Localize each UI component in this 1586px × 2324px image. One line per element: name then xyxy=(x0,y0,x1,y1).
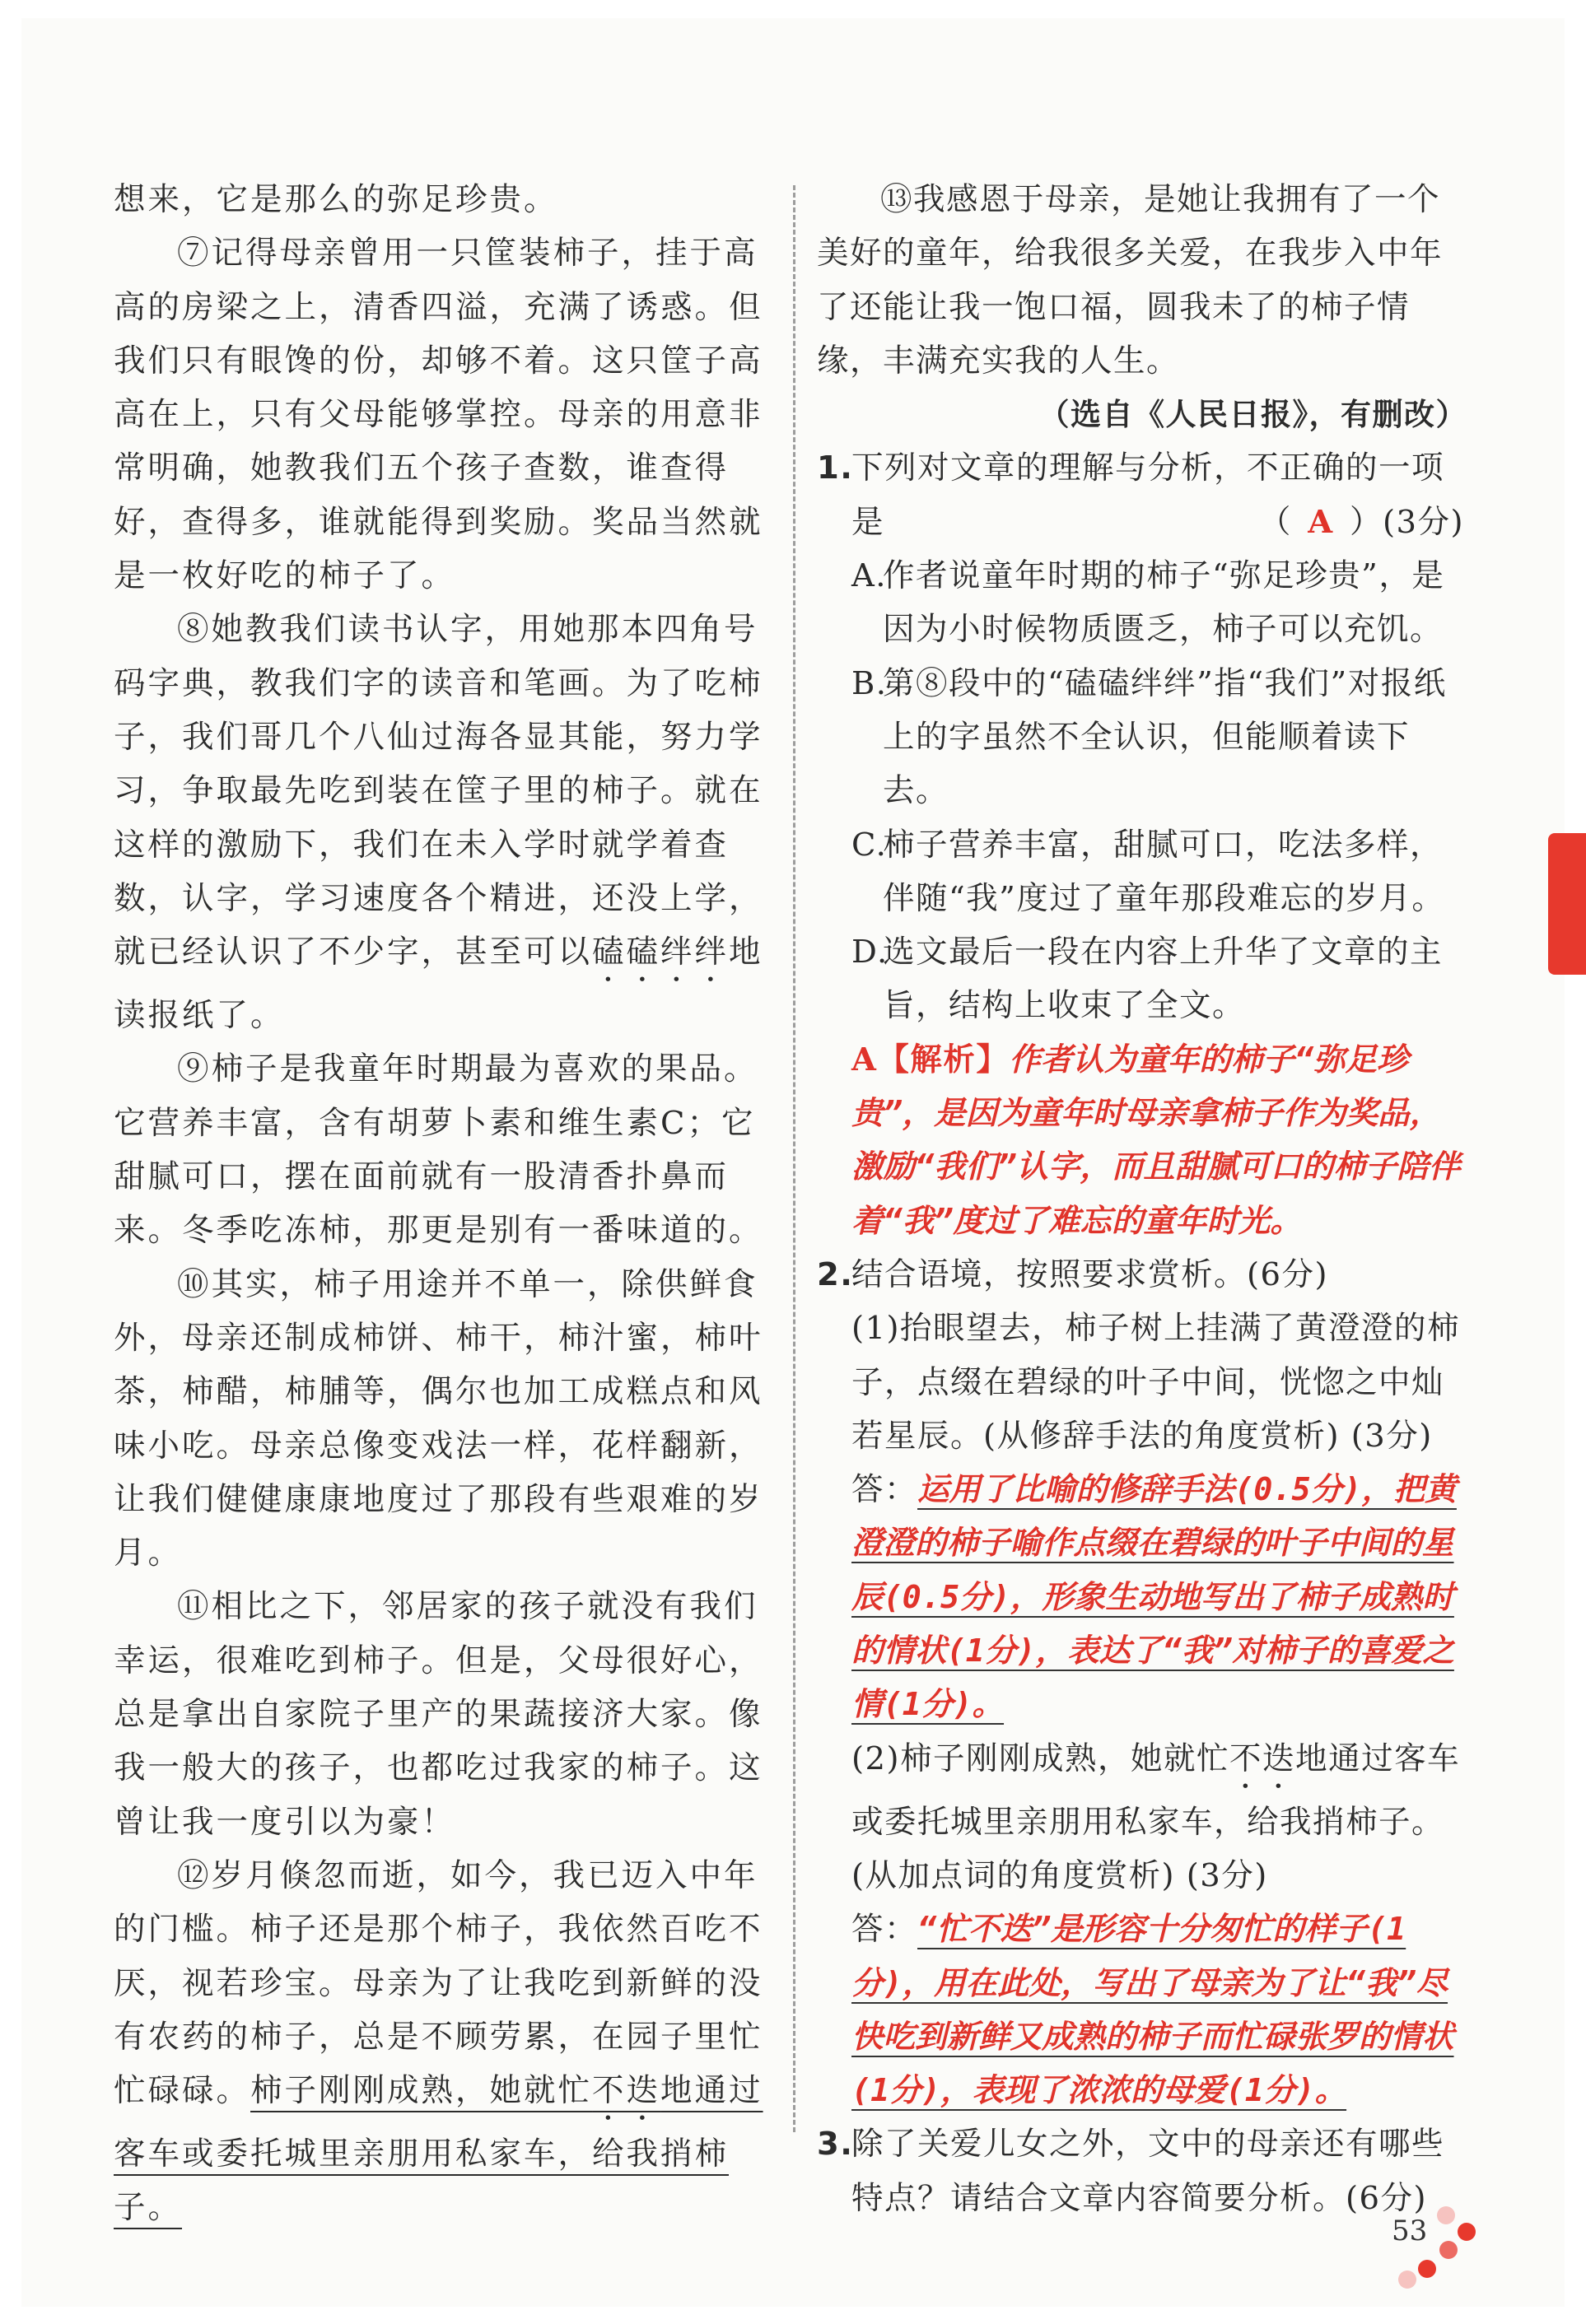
question-3 xyxy=(817,2117,1467,2225)
paragraph-7: ⑦记得母亲曾用一只筐装柿子，挂于高高的房梁之上，清香四溢，充满了诱惑。但我们只有眼馋的份，却够不着。这只筐子高高在上，只有父母能够掌控。母亲的用意非常明确，她教我们五个孩子查数，谁查得好，查得多，谁就能得到奖励。奖品当然就是一枚好吃的柿子了。 xyxy=(114,235,763,595)
option-label: C. xyxy=(851,826,888,864)
question-number: 2. xyxy=(817,1255,854,1293)
option-text: 作者说童年时期的柿子“弥足珍贵”，是因为小时候物质匮乏，柿子可以充饥。 xyxy=(883,557,1445,649)
paragraph-continued: 想来，它是那么的弥足珍贵。 xyxy=(114,181,558,218)
paragraph-8-text-b: 地读报纸了。 xyxy=(114,934,763,1035)
analysis-label: A【解析】 xyxy=(851,1041,1010,1078)
paragraph-8-text-a: ⑧她教我们读书认字，用她那本四角号码字典，教我们字的读音和笔画。为了吃柿子，我们哥几个八仙过海各显其能，努力学习，争取最先吃到装在筐子里的柿子。就在这样的激励下，我们在未入学时就学着查数，认字，学习速度各个精进，还没上学，就已经认识了不少字，甚至可以 xyxy=(114,611,763,971)
paren-close: ） xyxy=(1349,503,1383,541)
paragraph-13: ⑬我感恩于母亲，是她让我拥有了一个美好的童年，给我很多关爱，在我步入中年了还能让我一饱口福，圆我未了的柿子情缘，丰满充实我的人生。 xyxy=(817,181,1444,380)
decor-dot-icon xyxy=(1437,2206,1455,2224)
option-label: D. xyxy=(851,934,889,971)
paragraph-12-text: ⑫岁月倏忽而逝，如今，我已迈入中年的门槛。柿子还是那个柿子，我依然百吃不厌，视若珍宝。母亲为了让我吃到新鲜的没有农药的柿子，总是不顾劳累，在园子里忙忙碌碌。 xyxy=(114,1856,763,2110)
option-label: A. xyxy=(851,557,888,595)
answer-2-2-text: “忙不迭”是形容十分匆忙的样子(1分)，用在此处，写出了母亲为了让“我”尽快吃到新鲜又成熟的柿子而忙碌张罗的情状(1分)，表现了浓浓的母爱(1分)。 xyxy=(851,1911,1454,2110)
question-number: 1. xyxy=(817,449,854,487)
analysis-block xyxy=(817,1033,1467,1248)
option-text: 选文最后一段在内容上升华了文章的主旨，结构上收束了全文。 xyxy=(883,934,1444,1025)
option-c xyxy=(817,818,1467,926)
option-a xyxy=(817,549,1467,657)
option-label: B. xyxy=(851,664,888,702)
paragraph-9: ⑨柿子是我童年时期最为喜欢的果品。它营养丰富，含有胡萝卜素和维生素C；它甜腻可口，摆在面前就有一股清香扑鼻而来。冬季吃冻柿，那更是别有一番味道的。 xyxy=(114,1050,763,1250)
answer-2-1 xyxy=(817,1463,1467,1731)
decor-dot-icon xyxy=(1418,2260,1436,2278)
sub-2-text-a: (2)柿子刚刚成熟，她就忙 xyxy=(851,1740,1230,1777)
source-citation: （选自《人民日报》，有删改） xyxy=(1038,397,1467,433)
question-1-text: 下列对文章的理解与分析，不正确的一项是 xyxy=(851,449,1445,541)
question-2-text: 结合语境，按照要求赏析。(6分) xyxy=(851,1255,1329,1293)
answer-label: 答： xyxy=(851,1471,918,1509)
paragraph-12 xyxy=(114,1849,764,2235)
emphasized-word-kekebanban: 磕磕绊绊 xyxy=(592,934,730,971)
analysis-text: 作者认为童年的柿子“弥足珍贵”，是因为童年时母亲拿柿子作为奖品，激励“我们”认字，而且甜腻可口的柿子陪伴着“我”度过了难忘的童年时光。 xyxy=(851,1041,1461,1240)
side-tab xyxy=(1548,833,1586,975)
question-3-text: 除了关爱儿女之外，文中的母亲还有哪些特点？请结合文章内容简要分析。(6分) xyxy=(851,2126,1445,2217)
answer-2-1-text: 运用了比喻的修辞手法(0.5分)，把黄澄澄的柿子喻作点缀在碧绿的叶子中间的星辰(0.5分)，形象生动地写出了柿子成熟时的情状(1分)，表达了“我”对柿子的喜爱之情(1分)。 xyxy=(851,1471,1457,1724)
emphasized-word-budie: 不迭 xyxy=(592,2072,661,2110)
option-text: 柿子营养丰富，甜腻可口，吃法多样，伴随“我”度过了童年那段难忘的岁月。 xyxy=(883,826,1445,917)
option-text: 第⑧段中的“磕磕绊绊”指“我们”对报纸上的字虽然不全认识，但能顺着读下去。 xyxy=(883,664,1447,810)
decor-dot-icon xyxy=(1398,2270,1416,2289)
column-divider xyxy=(793,185,795,2132)
option-d xyxy=(817,925,1467,1033)
question-2-sub-2 xyxy=(817,1732,1467,1903)
decor-dot-icon xyxy=(1439,2241,1458,2259)
answer-2-2 xyxy=(817,1903,1467,2117)
paragraph-11: ⑪相比之下，邻居家的孩子就没有我们幸运，很难吃到柿子。但是，父母很好心，总是拿出自家院子里产的果蔬接济大家。像我一般大的孩子，也都吃过我家的柿子。这曾让我一度引以为豪！ xyxy=(114,1588,763,1841)
answer-letter: A xyxy=(1308,503,1334,541)
page-number: 53 xyxy=(1392,2215,1428,2247)
score: (3分) xyxy=(1382,503,1464,541)
emphasized-word-budie: 不迭 xyxy=(1229,1740,1296,1777)
question-2 xyxy=(817,1248,1467,1302)
question-2-sub-1: (1)抬眼望去，柿子树上挂满了黄澄澄的柿子，点缀在碧绿的叶子中间，恍惚之中灿若星辰。(从修辞手法的角度赏析) (3分) xyxy=(851,1310,1461,1455)
paragraph-10: ⑩其实，柿子用途并不单一，除供鲜食外，母亲还制成柿饼、柿干，柿汁蜜，柿叶茶，柿醋，柿脯等，偶尔也加工成糕点和风味小吃。母亲总像变戏法一样，花样翻新，让我们健健康康地度过了那段有些艰难的岁月。 xyxy=(114,1265,763,1572)
question-1 xyxy=(817,441,1467,549)
paren-open: （ xyxy=(1258,503,1292,541)
sub-2-text-b: 地通过客车或委托城里亲朋用私家车，给我捎柿子。(从加点词的角度赏析) (3分) xyxy=(851,1740,1461,1894)
option-b xyxy=(817,657,1467,818)
paragraph-8 xyxy=(114,603,764,1042)
left-column xyxy=(114,173,764,2235)
underlined-text-b: 地通过客车或委托城里亲朋用私家车，给我捎柿子。 xyxy=(114,2072,763,2227)
question-number: 3. xyxy=(817,2126,854,2163)
decor-dot-icon xyxy=(1458,2223,1476,2241)
underlined-text-a: 柿子刚刚成熟，她就忙 xyxy=(250,2072,593,2110)
answer-label: 答： xyxy=(851,1911,918,1949)
answer-paren xyxy=(851,496,1467,549)
right-column xyxy=(817,173,1467,2225)
